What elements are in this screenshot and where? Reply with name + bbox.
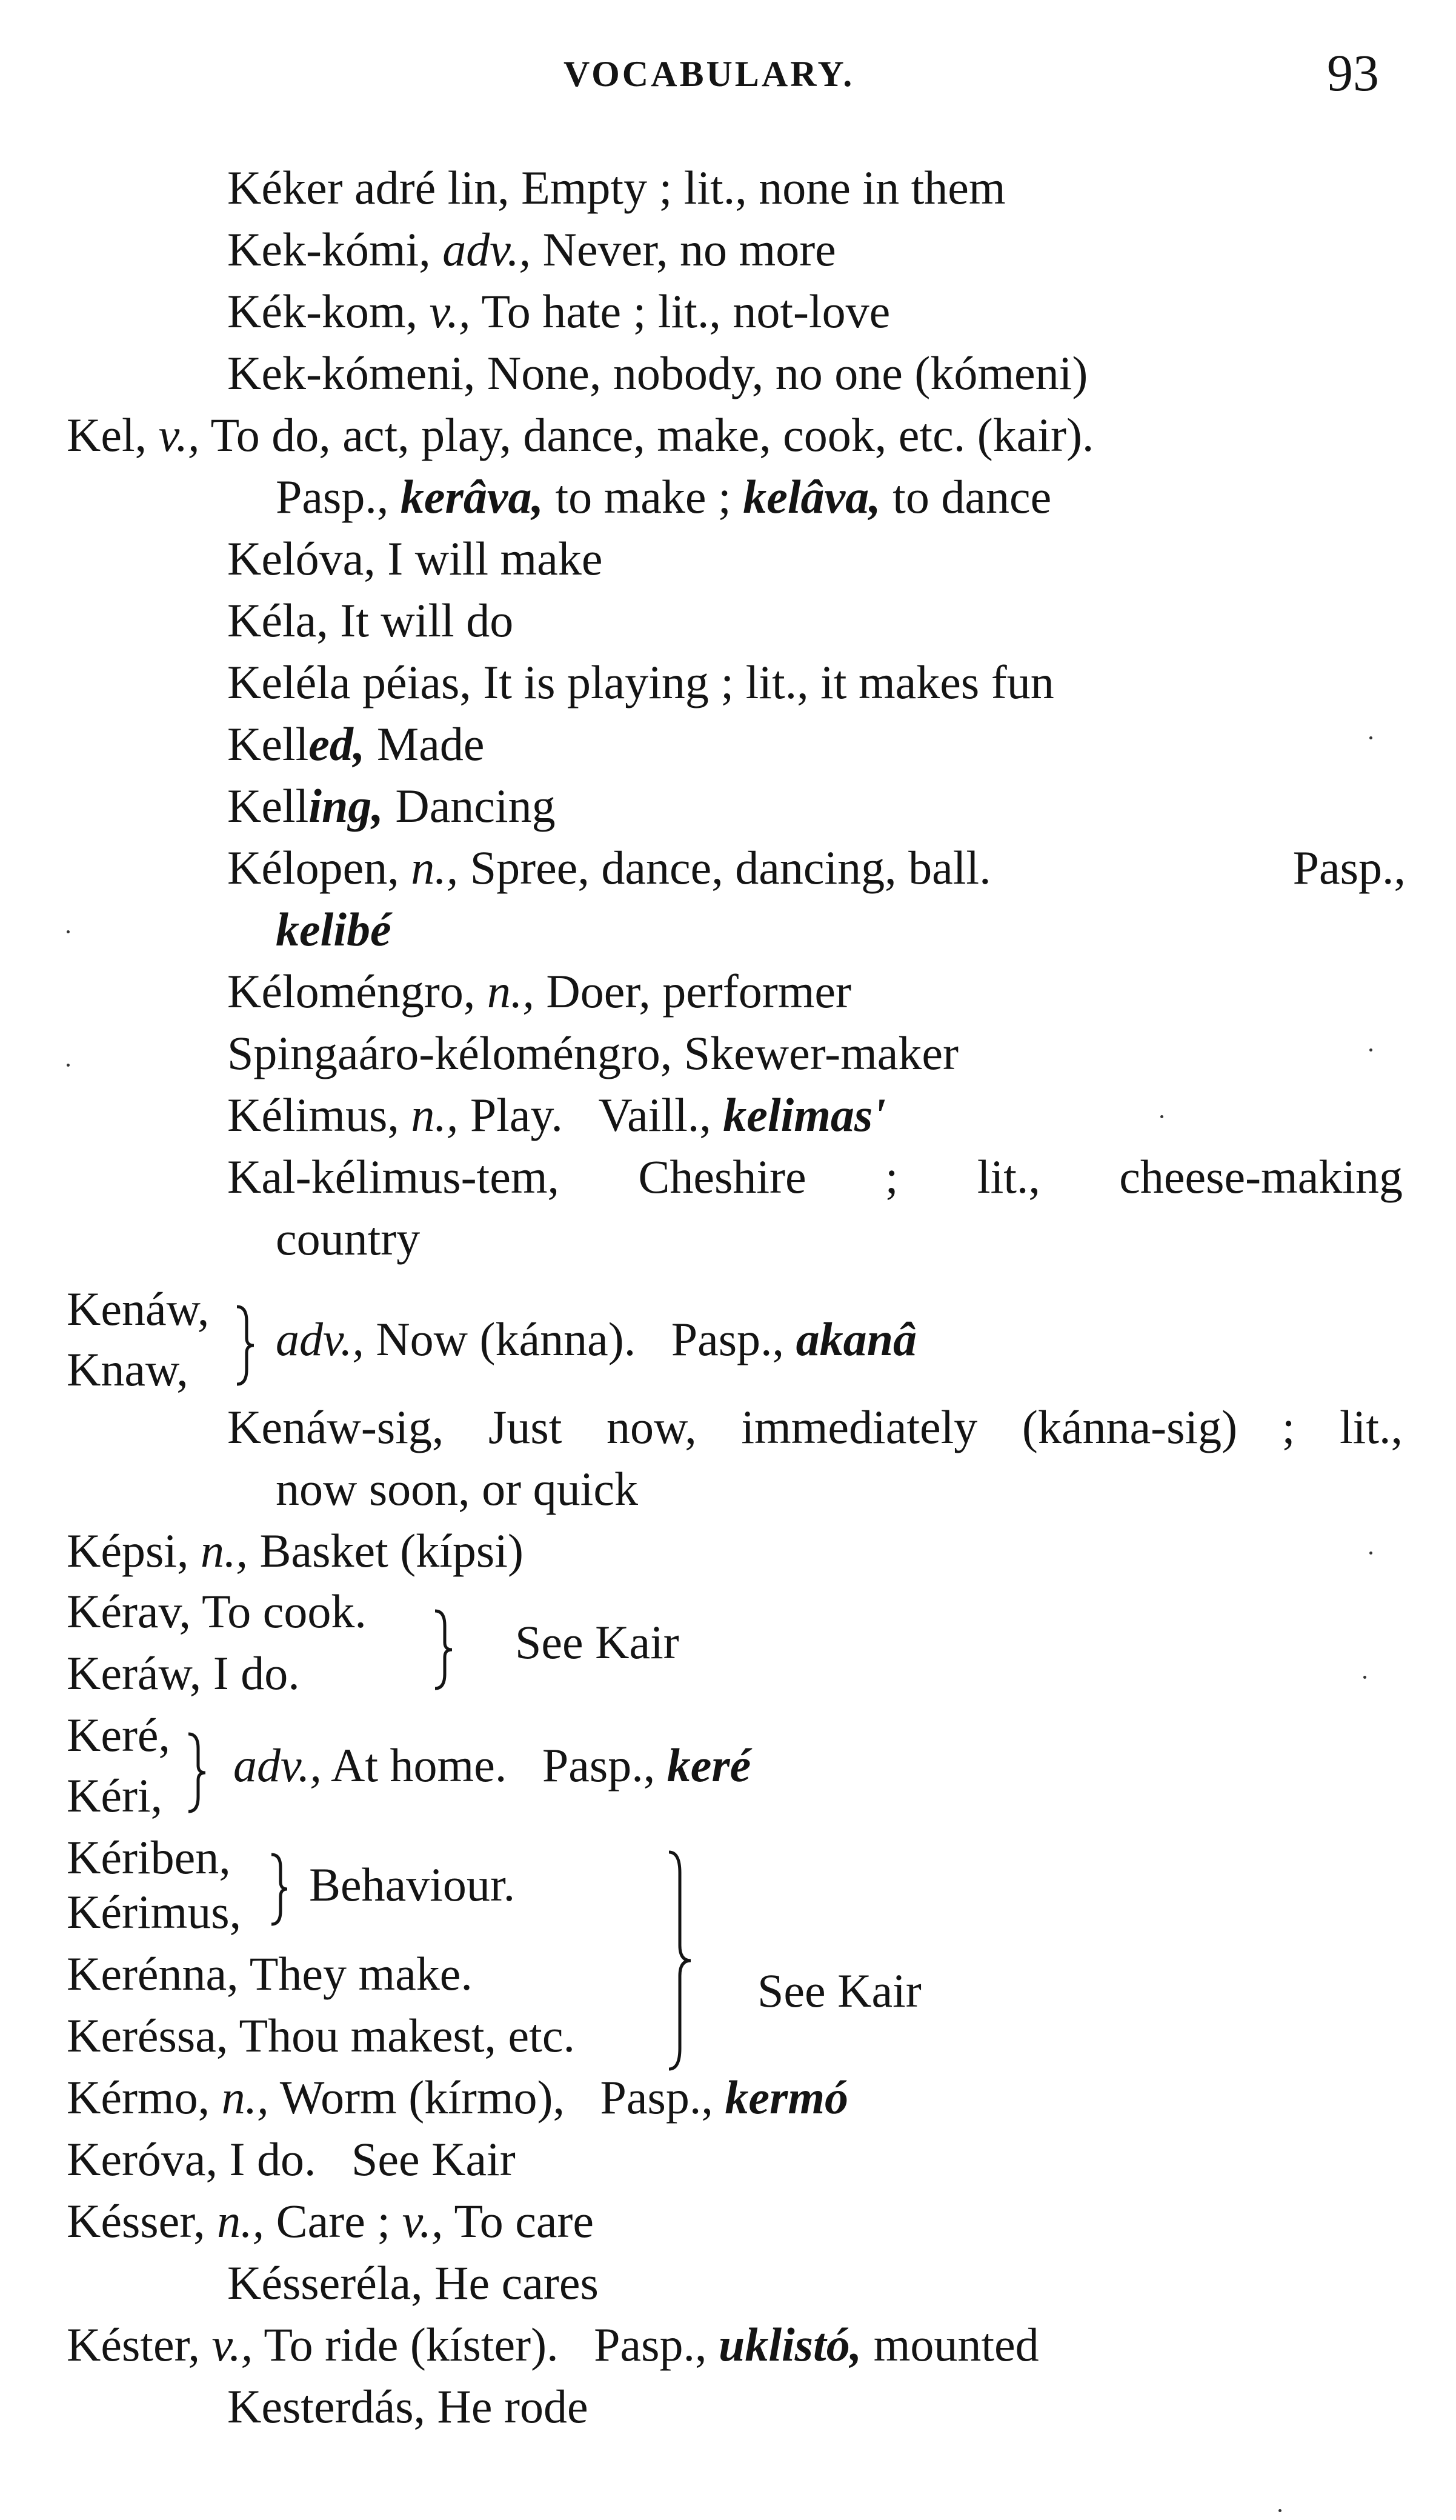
headword: Kélopen, xyxy=(227,841,399,894)
brace-icon xyxy=(665,1848,696,2073)
entry-kesterdas: Kesterdás, He rode xyxy=(227,2380,588,2433)
pasp-form: kermó xyxy=(725,2071,849,2124)
entry-kenaw xyxy=(276,1312,917,1367)
see-kair-reference: See Kair xyxy=(515,1616,679,1668)
paper-speck xyxy=(1160,1115,1163,1118)
definition: To do, act, play, dance, make, cook, etc. (kair). xyxy=(199,408,1094,461)
part-of-speech: adv., xyxy=(233,1739,322,1792)
entry-kere-head-1: Keré, xyxy=(67,1708,171,1761)
see-kair-reference: See Kair xyxy=(351,2133,516,2185)
vaill-form: kelimas' xyxy=(723,1088,886,1141)
stem: Kell xyxy=(227,779,309,832)
part-of-speech: adv., xyxy=(276,1313,364,1365)
entry-kester xyxy=(67,2318,1039,2372)
definition: Play. xyxy=(458,1088,563,1141)
definition: Dancing xyxy=(383,779,556,832)
paper-speck xyxy=(1278,2509,1281,2512)
definition-word: (kánna-sig) ; xyxy=(1022,1401,1295,1453)
entry-kenaw-sig xyxy=(227,1400,1403,1455)
entry-spingaaro: Spingaáro-kéloméngro, Skewer-maker xyxy=(227,1027,959,1079)
pasp-label: Pasp., xyxy=(671,1313,785,1365)
entry-kerenna: Kerénna, They make. xyxy=(67,1947,473,2000)
running-head: VOCABULARY. xyxy=(563,54,855,94)
part-of-speech: v., xyxy=(402,2195,444,2247)
pasp-label: Pasp., xyxy=(542,1739,656,1792)
definition: Keróva, I do. xyxy=(67,2133,316,2185)
entry-kenaw-sig-cont: now soon, or quick xyxy=(276,1462,638,1515)
paper-speck xyxy=(1369,1552,1372,1555)
definition-word: cheese-making xyxy=(1119,1150,1403,1203)
entry-kek-komi xyxy=(227,222,836,277)
part-of-speech: n., xyxy=(411,1088,459,1141)
entry-kelled xyxy=(227,717,485,772)
definition-word: Just xyxy=(488,1401,562,1453)
entry-kerova xyxy=(67,2132,516,2187)
brace-icon xyxy=(431,1607,456,1692)
entry-keriben: Kériben, xyxy=(67,1831,231,1884)
definition: None, nobody, no one (kómeni) xyxy=(475,347,1088,399)
part-of-speech: v., xyxy=(158,408,200,461)
entry-kal-kelimus xyxy=(227,1150,1403,1204)
entry-kal-kelimus-cont: country xyxy=(276,1212,421,1265)
entry-kel xyxy=(67,408,1094,462)
headword: Kel, xyxy=(67,408,147,461)
definition: Doer, performer xyxy=(534,965,852,1018)
headword: Kek-kómeni, xyxy=(227,347,476,399)
page-number: 93 xyxy=(1327,44,1379,102)
see-kair-reference: See Kair xyxy=(757,1964,922,2017)
brace-icon xyxy=(268,1852,290,1927)
paper-speck xyxy=(1369,1048,1372,1052)
definition-word: now, xyxy=(607,1401,697,1453)
definition: To ride (kíster). xyxy=(253,2318,559,2371)
page-header xyxy=(0,42,1456,109)
headword: Kék-kom, xyxy=(227,285,418,338)
definition-word: immediately xyxy=(741,1401,978,1453)
pasp-label: Pasp., xyxy=(1292,841,1406,894)
definition-word: Cheshire ; xyxy=(638,1150,899,1203)
entry-kesser xyxy=(67,2194,594,2248)
paper-speck xyxy=(67,930,70,933)
definition: Empty ; lit., none in them xyxy=(509,161,1006,214)
pasp-label: Pasp., xyxy=(594,2318,707,2371)
vaill-label: Vaill., xyxy=(598,1088,711,1141)
paper-speck xyxy=(1369,736,1372,739)
part-of-speech: n., xyxy=(200,1524,248,1577)
part-of-speech: n., xyxy=(217,2195,265,2247)
entry-kerimus: Kérimus, xyxy=(67,1885,242,1938)
headword: Kal-kélimus-tem, xyxy=(227,1150,560,1203)
definition-word: lit., xyxy=(977,1150,1040,1203)
entry-behaviour: Behaviour. xyxy=(309,1858,516,1911)
part-of-speech: v., xyxy=(429,285,471,338)
headword: Kéker adré lin, xyxy=(227,161,510,214)
entry-keressa: Keréssa, Thou makest, etc. xyxy=(67,2009,575,2062)
headword: Kenáw-sig, xyxy=(227,1401,444,1453)
entry-keraw: Keráw, I do. xyxy=(67,1647,300,1699)
brace-icon xyxy=(233,1303,258,1388)
part-of-speech: n., xyxy=(487,965,534,1018)
definition: To care xyxy=(443,2195,594,2247)
entry-kek-kom xyxy=(227,284,890,339)
entry-kelopen xyxy=(227,841,1406,895)
entry-kelling xyxy=(227,779,556,833)
brace-icon xyxy=(185,1730,209,1815)
headword: Késter, xyxy=(67,2318,200,2371)
pasp-gloss: to make ; xyxy=(543,470,731,523)
definition: Now (kánna). xyxy=(364,1313,636,1365)
definition: To hate ; lit., not-love xyxy=(470,285,891,338)
entry-kek-komeni xyxy=(227,346,1088,401)
part-of-speech: n., xyxy=(221,2071,269,2124)
pasp-form: keré xyxy=(667,1739,751,1792)
entry-kelova: Kelóva, I will make xyxy=(227,532,603,585)
paper-speck xyxy=(67,1064,70,1067)
entry-kenaw-head-1: Kenáw, xyxy=(67,1282,210,1335)
headword: Kérmo, xyxy=(67,2071,210,2124)
suffix: ing, xyxy=(308,779,384,832)
definition-word: lit., xyxy=(1339,1401,1403,1453)
pasp-gloss: mounted xyxy=(862,2318,1039,2371)
headword: Késser, xyxy=(67,2195,205,2247)
definition: Basket (kípsi) xyxy=(247,1524,524,1577)
pasp-form: kelibé xyxy=(276,903,391,956)
part-of-speech: n., xyxy=(411,841,459,894)
definition: Spree, dance, dancing, ball. xyxy=(458,841,991,894)
entry-kere xyxy=(233,1738,751,1793)
entry-kere-head-2: Kéri, xyxy=(67,1769,163,1822)
entry-kelela: Keléla péias, It is playing ; lit., it makes fun xyxy=(227,656,1054,708)
entry-kermo xyxy=(67,2070,848,2125)
suffix: ed, xyxy=(308,718,365,770)
entry-kelomengro xyxy=(227,964,851,1019)
entry-kerav: Kérav, To cook. xyxy=(67,1585,367,1638)
entry-kenaw-head-2: Knaw, xyxy=(67,1343,188,1396)
pasp-form: akanâ xyxy=(796,1313,917,1365)
stem: Kell xyxy=(227,718,309,770)
headword: Kélimus, xyxy=(227,1088,399,1141)
pasp-form: kelâva, xyxy=(743,470,881,523)
entry-kepsi xyxy=(67,1524,524,1578)
pasp-label: Pasp., xyxy=(276,470,389,523)
headword: Kek-kómi, xyxy=(227,223,431,276)
entry-kel-pasp xyxy=(276,470,1051,524)
entry-kela: Kéla, It will do xyxy=(227,594,514,647)
part-of-speech: v., xyxy=(211,2318,253,2371)
entry-kelopen-pasp xyxy=(276,902,391,957)
entry-kelimus xyxy=(227,1088,886,1142)
entry-keker-adre-lin xyxy=(227,161,1006,215)
definition: Never, no more xyxy=(531,223,836,276)
definition: At home. xyxy=(321,1739,507,1792)
definition: Worm (kírmo), xyxy=(268,2071,565,2124)
part-of-speech: adv., xyxy=(442,223,531,276)
headword: Kéloméngro, xyxy=(227,965,476,1018)
pasp-gloss: to dance xyxy=(880,470,1052,523)
definition: Care ; xyxy=(264,2195,391,2247)
pasp-label: Pasp., xyxy=(600,2071,713,2124)
pasp-form: uklistó, xyxy=(718,2318,862,2371)
paper-speck xyxy=(1363,1676,1366,1679)
definition: Made xyxy=(365,718,485,770)
pasp-form: kerâva, xyxy=(400,470,544,523)
headword: Képsi, xyxy=(67,1524,189,1577)
entry-kessereela: Késseréla, He cares xyxy=(227,2256,599,2309)
